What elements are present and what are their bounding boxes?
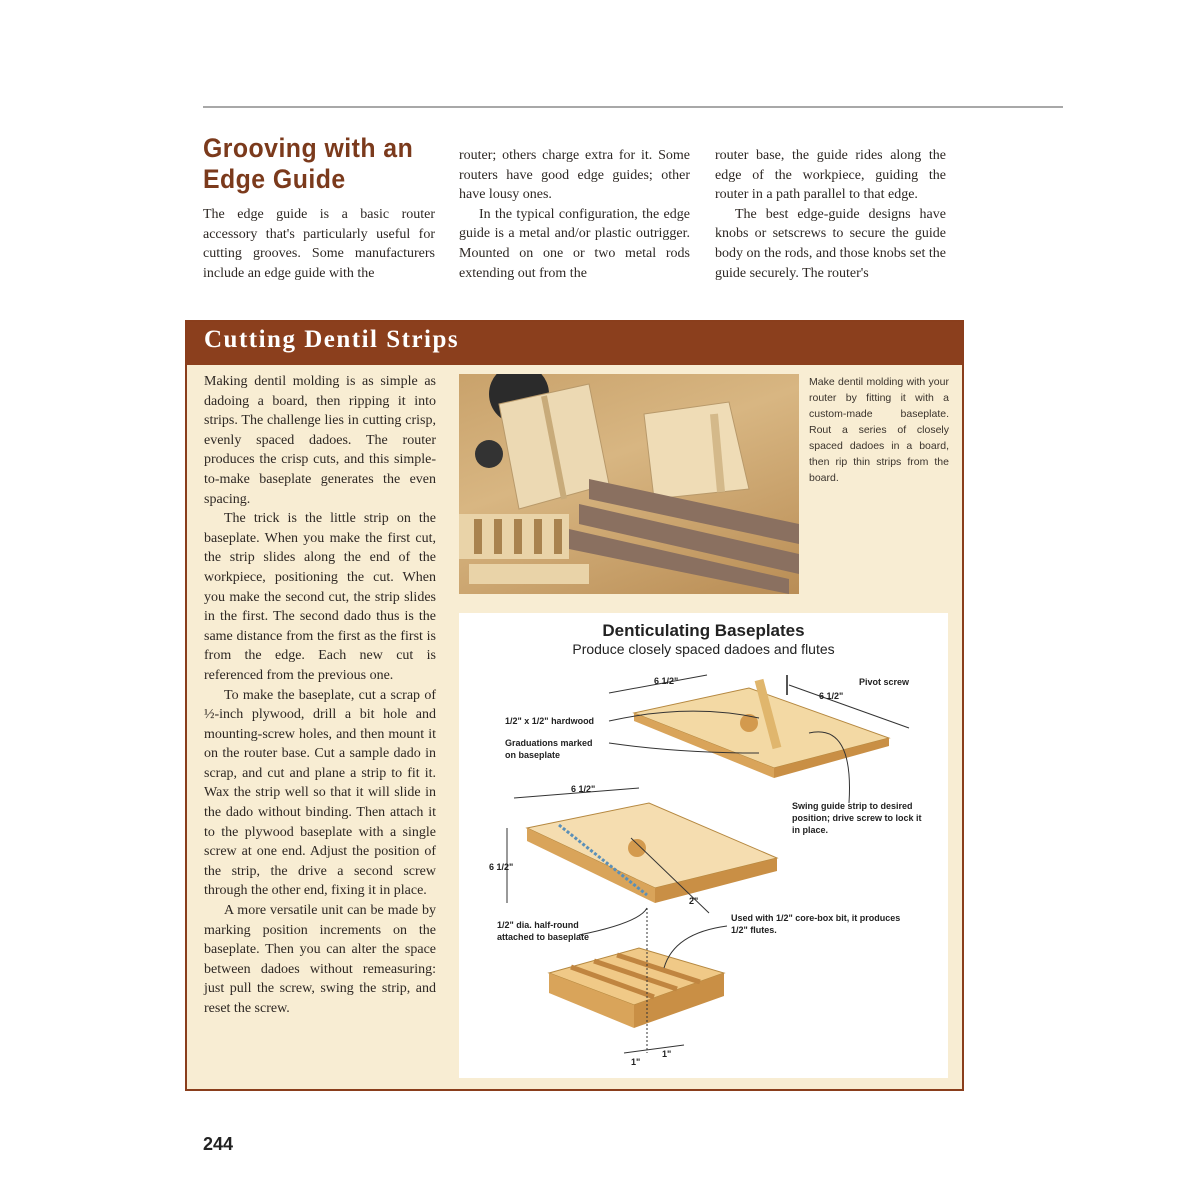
label-pivot-screw: Pivot screw bbox=[859, 677, 910, 687]
paragraph: The trick is the little strip on the baseplate. When you make the first cut, the strip slides along the end of the workpiece, positioning the cut. When you make the second cut, the strip slides in the first. The second dado thus is the same distance from the first as the first is from the edge. Each new cut is referenced from the previous one. bbox=[204, 511, 436, 683]
paragraph: In the typical configuration, the edge guide is a metal and/or plastic outrigger. Mounted on one or two metal rods extending out from the bbox=[459, 206, 690, 281]
label-graduations: Graduations marked on baseplate bbox=[505, 738, 593, 760]
router-baseplate-photo bbox=[459, 374, 799, 594]
baseplate-diagram bbox=[459, 613, 948, 1078]
paragraph: To make the baseplate, cut a scrap of ½-inch plywood, drill a bit hole and mounting-screw holes, and then mount it on the router base. Cut a sample dado in scrap, and cut and plane a strip to fit it. Wax the strip well so that it will slide in the dado without binding. Then attach it to the plywood baseplate with a single screw at one end. Adjust the position of the strip, the drive a second screw through the other end, fixing it in place. bbox=[204, 687, 436, 899]
diagram-title: Denticulating Baseplates bbox=[602, 621, 805, 640]
label-top-width: 6 1/2" bbox=[654, 676, 679, 686]
label-mid-width: 6 1/2" bbox=[571, 784, 596, 794]
diagram-subtitle: Produce closely spaced dadoes and flutes bbox=[572, 641, 835, 657]
label-two-inch: 2" bbox=[689, 896, 699, 906]
sidebar-title: Cutting Dentil Strips bbox=[187, 322, 962, 365]
photo-illustration bbox=[459, 374, 799, 594]
photo-caption: Make dentil molding with your router by fitting it with a custom-made baseplate. Rout a series of closely spaced dadoes in a board, then rip thin strips from the board. bbox=[809, 376, 949, 484]
paragraph: The best edge-guide designs have knobs or setscrews to secure the guide body on the rods, and those knobs set the guide securely. The router's bbox=[715, 206, 946, 281]
paragraph: A more versatile unit can be made by marking position increments on the baseplate. Then you can alter the space between dadoes without remeasuring: just pull the screw, swing the strip, and reset the screw. bbox=[204, 903, 436, 1016]
label-top-depth: 6 1/2" bbox=[819, 691, 844, 701]
paragraph: router; others charge extra for it. Some routers have good edge guides; other have lousy ones. bbox=[459, 148, 690, 203]
label-core-box: Used with 1/2" core-box bit, it produces 1/2" flutes. bbox=[731, 913, 901, 935]
label-one-inch-b: 1" bbox=[662, 1049, 672, 1059]
label-one-inch-a: 1" bbox=[631, 1057, 641, 1067]
column-2 bbox=[459, 146, 690, 283]
paragraph: router base, the guide rides along the edge of the workpiece, guiding the router in a path parallel to that edge. bbox=[715, 148, 946, 203]
column-1 bbox=[203, 205, 435, 283]
top-rule bbox=[203, 106, 1063, 108]
column-3 bbox=[715, 146, 946, 283]
paragraph: The edge guide is a basic router accessory that's particularly useful for cutting grooves. Some manufacturers include an edge guide with the bbox=[203, 207, 435, 281]
page-number: 244 bbox=[203, 1134, 234, 1154]
label-swing-guide: Swing guide strip to desired position; drive screw to lock it in place. bbox=[792, 801, 922, 835]
section-heading: Grooving with an Edge Guide bbox=[203, 133, 414, 194]
label-half-round: 1/2" dia. half-round attached to baseplate bbox=[497, 920, 590, 942]
sidebar-text bbox=[204, 372, 436, 1019]
label-mid-depth: 6 1/2" bbox=[489, 862, 514, 872]
paragraph: Making dentil molding is as simple as dadoing a board, then ripping it into strips. The challenge lies in cutting crisp, evenly spaced dadoes. The router produces the crisp cuts, and this simple-to-make baseplate generates the even spacing. bbox=[204, 374, 436, 507]
sidebar-box bbox=[185, 320, 964, 1091]
label-hardwood: 1/2" x 1/2" hardwood bbox=[505, 716, 595, 726]
